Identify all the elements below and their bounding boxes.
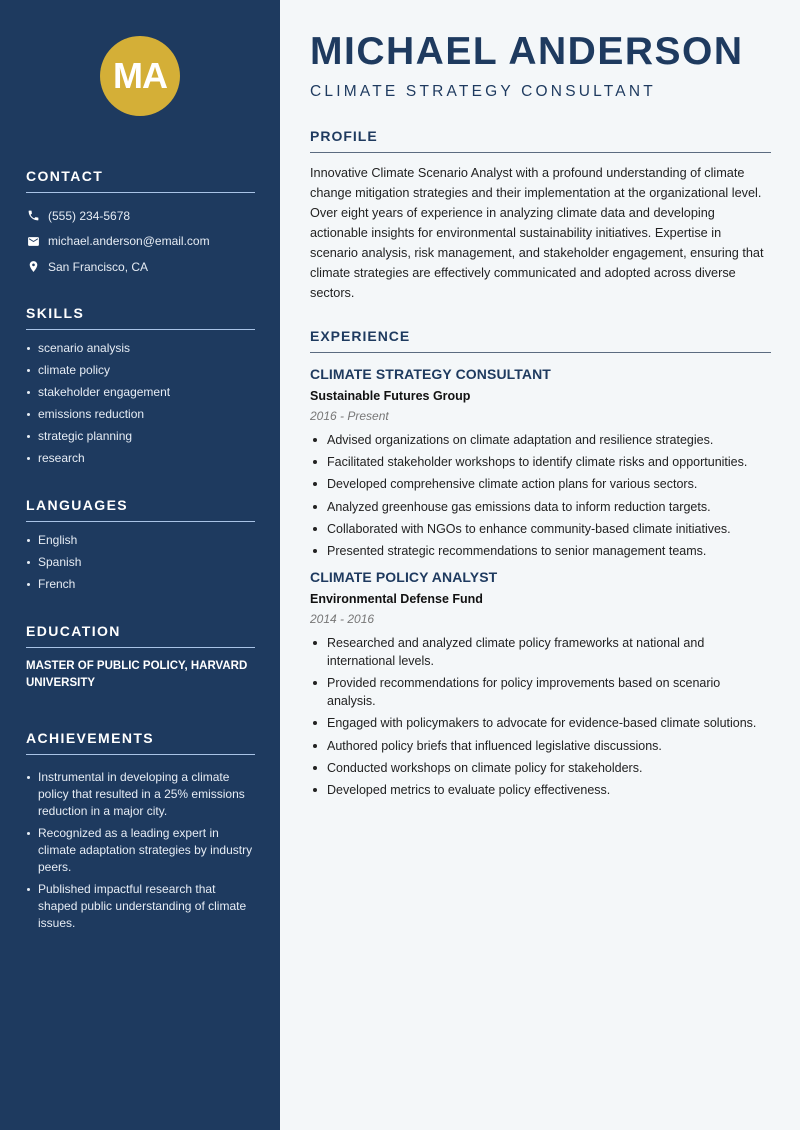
languages-heading: LANGUAGES — [26, 497, 255, 522]
achievement-item: Published impactful research that shaped public understanding of climate issues. — [26, 881, 255, 932]
skill-item: emissions reduction — [26, 406, 255, 423]
language-item: English — [26, 532, 255, 549]
skills-heading: SKILLS — [26, 305, 255, 330]
profile-heading: PROFILE — [310, 128, 771, 153]
job-dates: 2014 - 2016 — [310, 611, 375, 626]
contact-list — [26, 203, 255, 280]
contact-phone-text[interactable]: (555) 234-5678 — [48, 208, 131, 223]
duty-item: Conducted workshops on climate policy for stakeholders. — [310, 759, 771, 777]
achievement-item: Instrumental in developing a climate policy that resulted in a 25% emissions reduction in a major city. — [26, 769, 255, 820]
contact-email-text[interactable]: michael.anderson@email.com — [48, 234, 210, 249]
education-degree: MASTER OF PUBLIC POLICY, HARVARD UNIVERSITY — [26, 660, 248, 689]
duty-item: Advised organizations on climate adaptation and resilience strategies. — [310, 431, 771, 449]
contact-location-text: San Francisco, CA — [48, 259, 149, 274]
achievement-item: Recognized as a leading expert in climate adaptation strategies by industry peers. — [26, 825, 255, 876]
skills-section — [26, 305, 255, 472]
duty-item: Presented strategic recommendations to senior management teams. — [310, 542, 771, 560]
education-heading: EDUCATION — [26, 623, 255, 648]
avatar-initials: MA — [113, 55, 167, 96]
job-title: CLIMATE POLICY ANALYST — [310, 568, 498, 585]
job-entry — [310, 569, 771, 799]
contact-section — [26, 168, 255, 280]
achievements-heading: ACHIEVEMENTS — [26, 730, 255, 755]
duty-item: Developed comprehensive climate action plans for various sectors. — [310, 475, 771, 493]
languages-section — [26, 497, 255, 598]
skills-list — [26, 340, 255, 467]
achievements-list — [26, 769, 255, 932]
sidebar — [0, 0, 280, 1130]
duty-item: Authored policy briefs that influenced legislative discussions. — [310, 737, 771, 755]
phone-icon — [26, 209, 40, 223]
duty-item: Developed metrics to evaluate policy effectiveness. — [310, 781, 771, 799]
skill-item: scenario analysis — [26, 340, 255, 357]
duty-item: Facilitated stakeholder workshops to identify climate risks and opportunities. — [310, 453, 771, 471]
skill-item: research — [26, 450, 255, 467]
company-name: Sustainable Futures Group — [310, 389, 471, 403]
job-dates: 2016 - Present — [310, 409, 389, 423]
job-title: CLIMATE STRATEGY CONSULTANT — [310, 366, 551, 382]
duty-item: Provided recommendations for policy improvements based on scenario analysis. — [310, 674, 771, 710]
person-name: MICHAEL ANDERSON — [310, 30, 744, 73]
duty-item: Analyzed greenhouse gas emissions data to inform reduction targets. — [310, 498, 771, 516]
skill-item: stakeholder engagement — [26, 384, 255, 401]
duty-item: Researched and analyzed climate policy frameworks at national and international levels. — [310, 634, 771, 670]
duty-item: Collaborated with NGOs to enhance community-based climate initiatives. — [310, 520, 771, 538]
email-icon — [26, 234, 40, 248]
profile-text: Innovative Climate Scenario Analyst with a profound understanding of climate change mitigation strategies and their implementation at the organizational level. Over eight years of experience in analyzing climate data and developing actionable insights for environmental sustainability initiatives. Expertise in scenario analysis, risk management, and stakeholder engagement, ensuring that climate strategies are effectively communicated and adopted across diverse sectors. — [310, 166, 764, 300]
contact-phone — [26, 203, 255, 229]
experience-section — [310, 328, 771, 803]
contact-heading: CONTACT — [26, 168, 255, 193]
company-name: Environmental Defense Fund — [310, 591, 483, 606]
job-duties — [310, 431, 771, 560]
job-duties — [310, 634, 771, 799]
skill-item: strategic planning — [26, 428, 255, 445]
contact-location — [26, 254, 255, 280]
location-icon — [26, 260, 40, 274]
contact-email — [26, 229, 255, 255]
avatar — [100, 36, 180, 116]
language-item: Spanish — [26, 554, 255, 571]
profile-section — [310, 128, 771, 303]
achievements-section — [26, 730, 255, 937]
languages-list — [26, 532, 255, 593]
job-title-header: CLIMATE STRATEGY CONSULTANT — [310, 83, 656, 100]
education-section — [26, 623, 255, 692]
experience-heading: EXPERIENCE — [310, 328, 771, 353]
language-item: French — [26, 576, 255, 593]
skill-item: climate policy — [26, 362, 255, 379]
duty-item: Engaged with policymakers to advocate for evidence-based climate solutions. — [310, 714, 771, 732]
job-entry — [310, 366, 771, 560]
